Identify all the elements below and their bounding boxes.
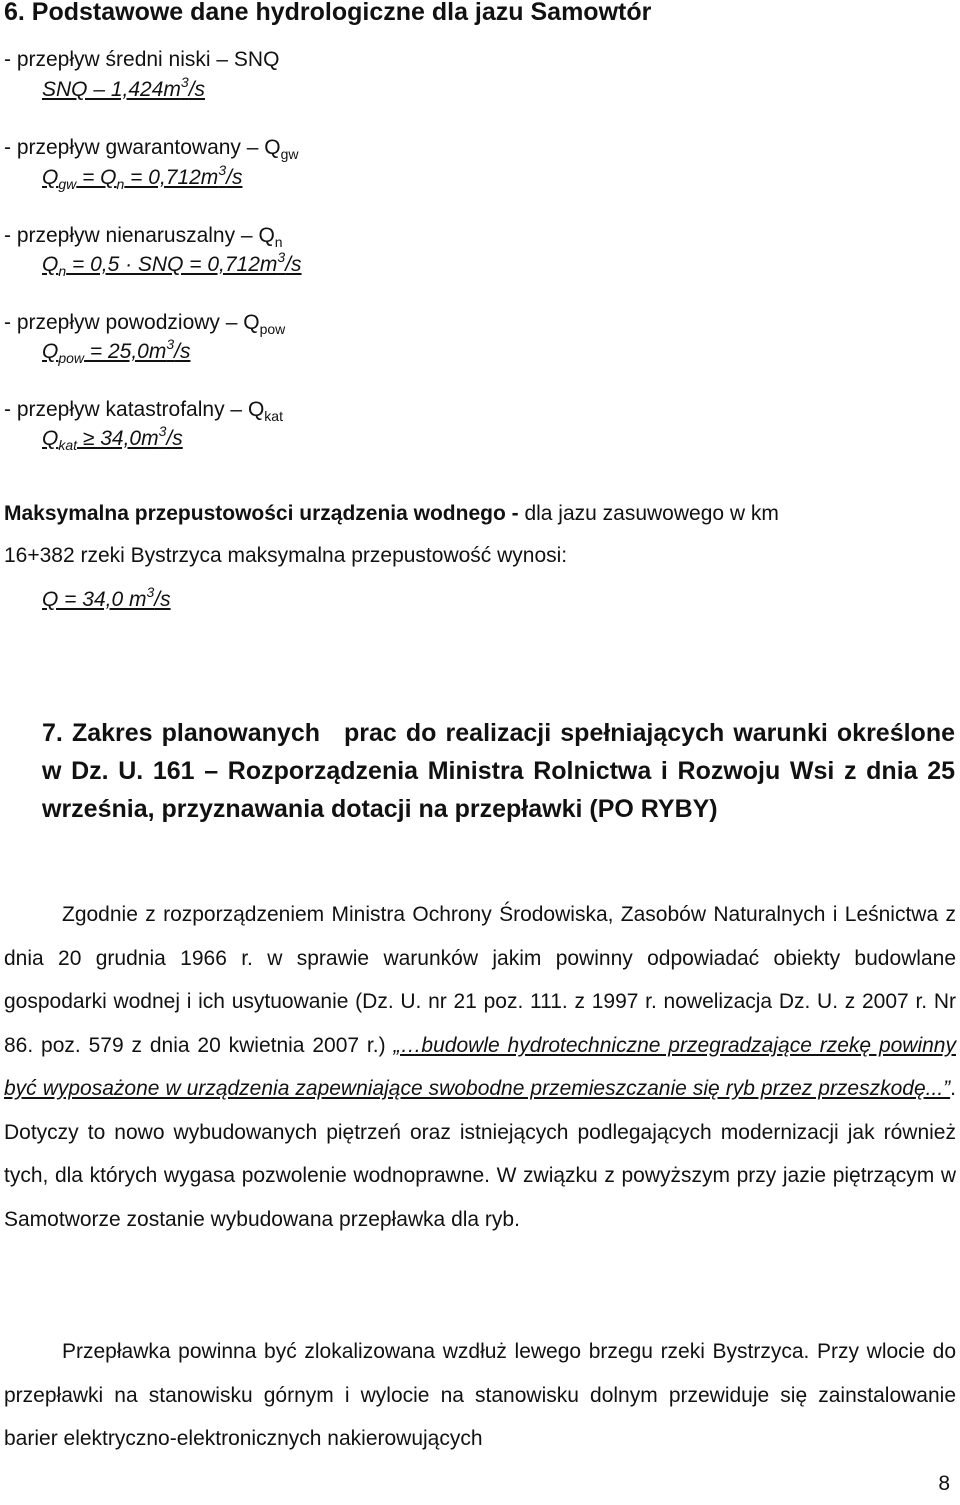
flow-qn-formula: $Q_n = 0,5$ · SNQ = $0,712m^3/s$	[42, 249, 302, 279]
flow-qn-description: - przepływ nienaruszalny – $Q_n$	[4, 224, 283, 250]
flow-snq-description: - przepływ średni niski – SNQ	[4, 48, 280, 71]
section-heading-6: 6. Podstawowe dane hydrologiczne dla jazu Samowtór	[4, 0, 652, 26]
capacity-formula: Q = 34,0 $m^3/s$	[42, 584, 171, 611]
flow-qpow-formula: $Q_{pow} = 25,0m^3/s$	[42, 336, 191, 366]
section-heading-7: 7. Zakres planowanych prac do realizacji spełniających warunki określone w Dz. U. 161 – Rozporządzenia Ministra Rolnictwa i Rozwoju Wsi z dnia 25 września, przyznawania dotacji na przepławki (PO RYBY)	[42, 719, 955, 823]
regulation-paragraph: Zgodnie z rozporządzeniem Ministra Ochrony Środowiska, Zasobów Naturalnych i Leśnictwa z dnia 20 grudnia 1966 r. w sprawie warunków jakim powinny odpowiadać obiekty budowlane gospodarki wodnej i ich usytuowanie (Dz. U. nr 21 poz. 111. z 1997 r. nowelizacja Dz. U. z 2007 r. Nr 86. poz. 579 z dnia 20 kwietnia 2007 r.) „…budowle hydrotechniczne przegradzające rzekę powinny być wyposażone w urządzenia zapewniające swobodne przemieszczanie się ryb przez przeszkodę...”. Dotyczy to nowo wybudowanych piętrzeń oraz istniejących podlegających modernizacji jak również tych, dla których wygasa pozwolenie wodnoprawne. W związku z powyższym przy jazie piętrzącym w Samotworze zostanie wybudowana przepławka dla ryb.	[4, 903, 956, 1231]
flow-qpow-description: - przepływ powodziowy – $Q_{pow}$	[4, 311, 286, 337]
capacity-line-2: 16+382 rzeki Bystrzyca maksymalna przepustowość wynosi:	[4, 544, 568, 567]
flow-qgw-formula: $Q_{gw} = Q_n = 0,712m^3/s$	[42, 162, 243, 192]
flow-qkat-description: - przepływ katastrofalny – $Q_{kat}$	[4, 398, 283, 424]
capacity-line-1: Maksymalna przepustowości urządzenia wodnego - dla jazu zasuwowego w km	[4, 502, 779, 525]
flow-qkat-formula: $Q_{kat} \ge 34,0m^3/s$	[42, 423, 183, 453]
fish-pass-paragraph: Przepławka powinna być zlokalizowana wzdłuż lewego brzegu rzeki Bystrzyca. Przy wlocie do przepławki na stanowisku górnym i wylocie na stanowisku dolnym przewiduje się zainstalowanie barier elektryczno-elektronicznych nakierowujących	[4, 1340, 956, 1450]
flow-qgw-description: - przepływ gwarantowany – $Q_{gw}$	[4, 136, 299, 162]
page-number: 8	[938, 1472, 950, 1495]
flow-snq-formula: SNQ – $1,424m^3/s$	[42, 74, 206, 101]
